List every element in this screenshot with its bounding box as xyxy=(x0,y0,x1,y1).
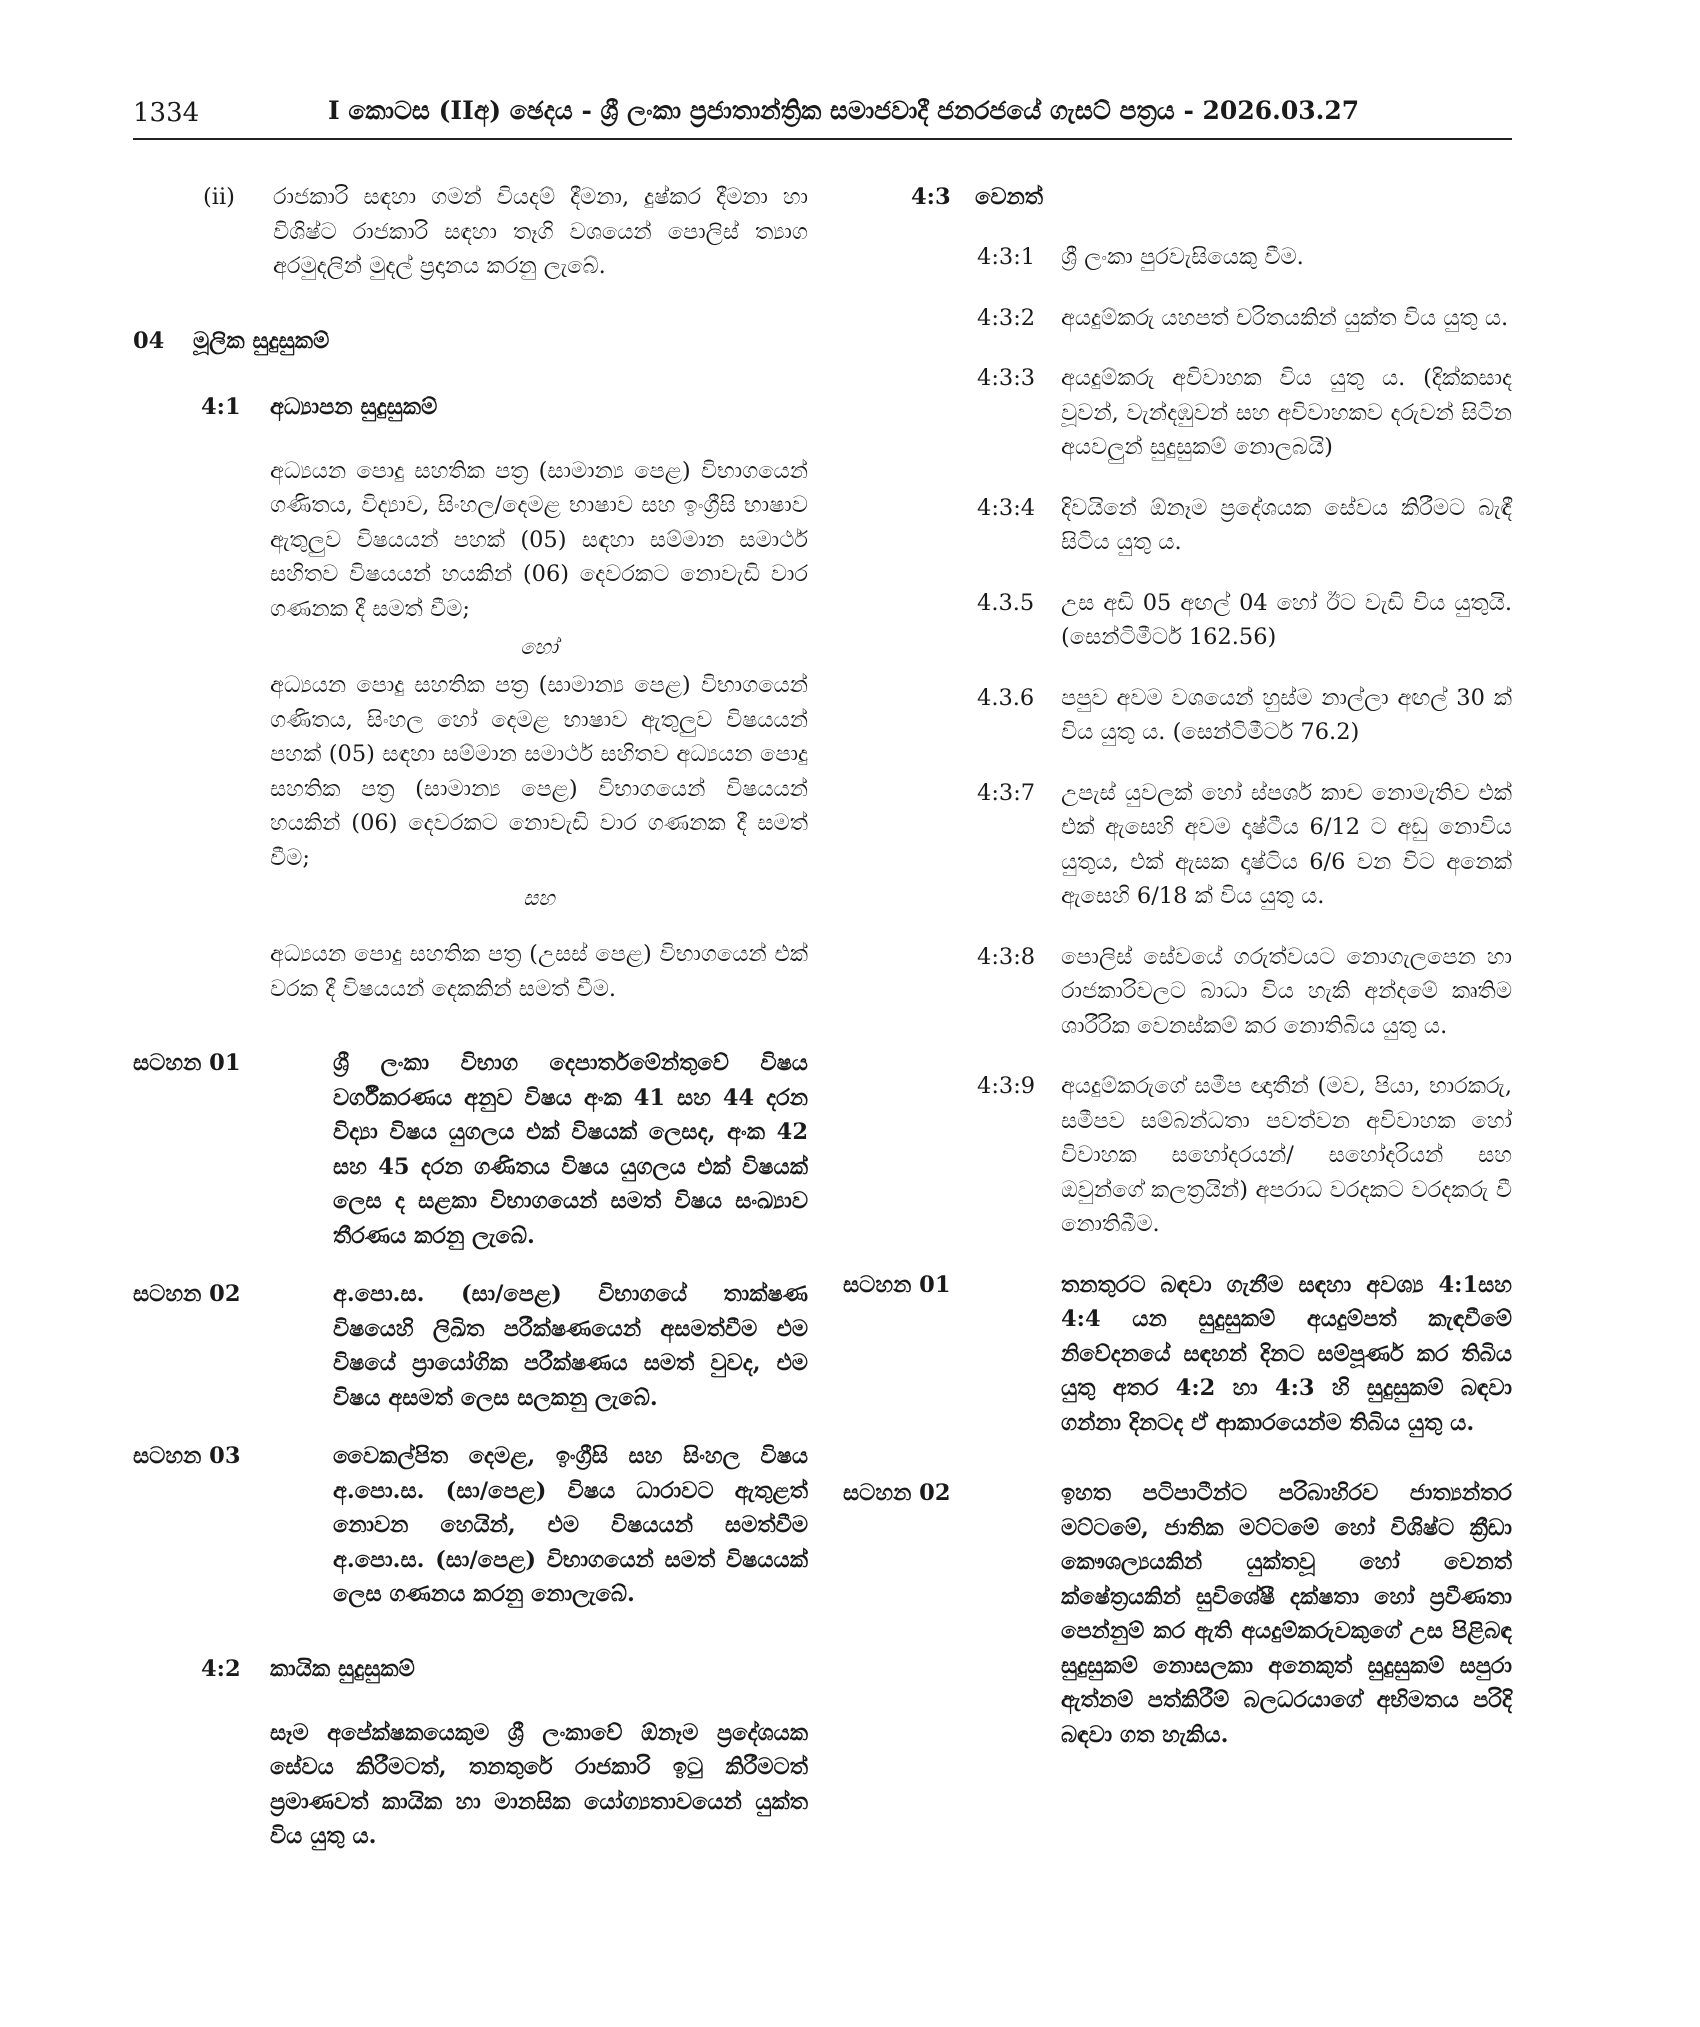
left-column xyxy=(133,180,808,1854)
section-number: 4:2 xyxy=(201,1655,241,1682)
note-item xyxy=(133,1439,808,1612)
education-paragraph: අධ්‍යයන පොදු සහතික පත්‍ර (සාමාන්‍ය පෙළ) විභාගයෙන් ගණිතය, සිංහල හෝ දෙමළ භාෂාව ඇතුලුව විෂයයන් පහක් (05) සඳහා සම්මාන සමාර්ථ සහිතව අධ්‍යයන පොදු සහතික පත්‍ර (සාමාන්‍ය පෙළ) විභාගයෙන් විෂයයන් හයකින් (06) දෙවරකට නොවැඩි වාර ගණනක දී සමත් වීම; xyxy=(270,672,808,871)
list-item xyxy=(843,940,1512,1044)
education-paragraph: අධ්‍යයන පොදු සහතික පත්‍ර (සාමාන්‍ය පෙළ) විභාගයෙන් ගණිතය, විද්‍යාව, සිංහල/දෙමළ භාෂාව සහ ඉංග්‍රීසි භාෂාව ඇතුලුව විෂයයන් පහක් (05) සඳහා සම්මාන සමාර්ථ සහිතව විෂයයන් හයකින් (06) දෙවරකට නොවැඩි වාර ගණනක දී සමත් වීම; xyxy=(270,457,808,622)
section-heading-4-2 xyxy=(133,1652,808,1688)
section-heading-4-1 xyxy=(133,390,808,426)
item-text: ශ්‍රී ලංකා පුරවැසියෙකු වීම. xyxy=(1061,244,1304,270)
page-number: 1334 xyxy=(133,98,200,128)
section-number: 04 xyxy=(133,327,165,354)
note-label: සටහන 03 xyxy=(133,1443,241,1469)
note-label: සටහන 01 xyxy=(133,1050,241,1076)
note-item xyxy=(133,1046,808,1253)
item-number: 4:3:8 xyxy=(977,943,1036,970)
list-item xyxy=(843,361,1512,465)
item-number: 4:3:1 xyxy=(977,244,1036,270)
note-label: සටහන 02 xyxy=(133,1281,241,1307)
note-text: ශ්‍රී ලංකා විභාග දෙපාර්තමේන්තුවේ විෂය වර්ගීකරණය අනුව විෂය අංක 41 සහ 44 දරන විද්‍යා විෂය යුගලය එක් විෂයක් ලෙසද, අංක 42 සහ 45 දරන ගණිතය විෂය යුගලය එක් විෂයක් ලෙස ද සළකා විභාගයෙන් සමත් විෂය සංඛ්‍යාව තීරණය කරනු ලැබේ. xyxy=(333,1050,808,1249)
item-number: 4:3:4 xyxy=(977,494,1036,521)
note-text: ඉහත පටිපාටීන්ට පරිබාහිරව ජාත්‍යන්තර මට්ටමේ, ජාතික මට්ටමේ හෝ විශිෂ්ට ක්‍රීඩා කෞශල්‍යයකින් යුක්තවූ හෝ වෙනත් ක්ෂේත්‍රයකින් සුවිශේෂී දක්ෂතා හෝ ප්‍රවීණතා පෙන්නුම් කර ඇති අයදුම්කරුවකුගේ උස පිළිබඳ සුදුසුකම් නොසලකා අනෙකුත් සුදුසුකම් සපුරා ඇත්නම් පත්කිරීම් බලධරයාගේ අභිමතය පරිදි බඳවා ගත හැකිය. xyxy=(1061,1480,1512,1748)
item-text: අයදුම්කරු අවිවාහක විය යුතු ය. (දික්කසාද වූවන්, වැන්දඹුවන් සහ අවිවාහකව දරුවන් සිටින අයවලුන් සුදුසුකම් නොලබයි) xyxy=(1061,365,1512,460)
item-label: (ii) xyxy=(203,184,235,210)
list-item xyxy=(843,681,1512,750)
item-number: 4:3:7 xyxy=(977,779,1036,806)
section-title: කායික සුදුසුකම් xyxy=(270,1655,415,1682)
section-title: වෙනත් xyxy=(975,184,1044,210)
item-text: දිවයිනේ ඕනෑම ප්‍රදේශයක සේවය කිරීමට බැඳී සිටිය යුතු ය. xyxy=(1061,494,1512,555)
list-item xyxy=(843,491,1512,560)
header-divider xyxy=(133,138,1512,140)
note-item xyxy=(133,1277,808,1415)
section-title: අධ්‍යාපන සුදුසුකම් xyxy=(270,393,438,420)
item-text: රාජකාරි සඳහා ගමන් වියදම් දීමනා, දුෂ්කර දීමනා හා විශිෂ්ට රාජකාරි සඳහා තෑගි වශයෙන් පොලිස් ත්‍යාග අරමුදලින් මුදල් ප්‍රදානය කරනු ලැබේ. xyxy=(273,184,808,279)
right-column xyxy=(843,180,1512,1752)
or-separator: හෝ xyxy=(520,635,558,659)
item-text: අයදුම්කරුගේ සමීප ඥාතීන් (මව, පියා, භාරකරු, සමීපව සම්බන්ධතා පවත්වන අවිවාහක හෝ විවාහක සහෝදරයන්/ සහෝදරියන් සහ ඔවුන්ගේ කලත්‍රයින්) අපරාධ වරදකට වරදකරු වී නොතිබීම. xyxy=(1061,1073,1512,1237)
list-item xyxy=(843,776,1512,914)
item-number: 4.3.6 xyxy=(977,684,1035,711)
item-number: 4:3:3 xyxy=(977,365,1036,391)
note-label: සටහන 01 xyxy=(843,1271,951,1298)
section-heading-04 xyxy=(133,324,808,360)
section-title: මූලික සුදුසුකම් xyxy=(193,327,330,354)
section-number: 4:1 xyxy=(201,393,241,420)
note-label: සටහන 02 xyxy=(843,1480,951,1506)
note-text: තනතුරට බඳවා ගැනීම සඳහා අවශ්‍ය 4:1සහ 4:4 යන සුදුසුකම් අයදුම්පත් කැඳවීමේ නිවේදනයේ සඳහන් දිනට සම්පූර්ණ කර තිබිය යුතු අතර 4:2 හා 4:3 හි සුදුසුකම් බඳවා ගන්නා දිනටද ඒ ආකාරයෙන්ම තිබිය යුතු ය. xyxy=(1061,1271,1512,1436)
item-number: 4.3.5 xyxy=(977,589,1035,616)
list-item xyxy=(843,240,1512,275)
note-text: අ.පො.ස. (සා/පෙළ) විභාගයේ තාක්ෂණ විෂයෙහි ලිඛිත පරීක්ෂණයෙන් අසමත්වීම එම විෂයේ ප්‍රායෝගික පරීක්ෂණය සමත් වුවද, එම විෂය අසමත් ලෙස සලකනු ලැබේ. xyxy=(333,1281,808,1411)
item-text: අයදුම්කරු යහපත් චරිතයකින් යුක්ත විය යුතු ය. xyxy=(1061,304,1509,331)
list-item xyxy=(843,586,1512,655)
item-number: 4:3:2 xyxy=(977,304,1036,331)
item-text: පොලිස් සේවයේ ගරුත්වයට නොගැලපෙන හා රාජකාරිවලට බාධා විය හැකි අන්දමේ කෘතිම ශාරීරික වෙනස්කම් කර නොතිබිය යුතු ය. xyxy=(1061,943,1512,1039)
item-text: උපැස් යුවලක් හෝ ස්පර්ශ කාච නොමැතිව එක් එක් ඇසෙහි අවම දෘෂ්ටීය 6/12 ට අඩු නොවිය යුතුය, එක් ඇසක දෘෂ්ටිය 6/6 වන විට අනෙක් ඇසෙහි 6/18 ක් විය යුතු ය. xyxy=(1061,779,1512,909)
item-number: 4:3:9 xyxy=(977,1073,1036,1099)
list-item xyxy=(843,1069,1512,1242)
item-text: පපුව අවම වශයෙන් හුස්ම නාල්ලා අඟල් 30 ක් විය යුතු ය. (සෙන්ටිමීටර් 76.2) xyxy=(1061,684,1512,745)
and-separator: සහ xyxy=(523,886,555,910)
page-header xyxy=(133,96,1512,136)
education-paragraph: අධ්‍යයන පොදු සහතික පත්‍ර (උසස් පෙළ) විභාගයෙන් එක් වරක දී විෂයයන් දෙකකින් සමත් වීම. xyxy=(270,941,808,1002)
note-item xyxy=(843,1268,1512,1441)
list-item xyxy=(203,180,808,284)
section-number: 4:3 xyxy=(911,184,951,210)
header-title: I කොටස (IIඅ) ඡෙදය - ශ්‍රී ලංකා ප්‍රජාතාන්ත්‍රික සමාජවාදී ජනරජයේ ගැසට් පත්‍රය - 2026.03.27 xyxy=(328,96,1360,125)
physical-paragraph: සෑම අපේක්ෂකයෙකුම ශ්‍රී ලංකාවේ ඕනෑම ප්‍රදේශයක සේවය කිරීමටත්, තනතුරේ රාජකාරි ඉටු කිරීමටත් ප්‍රමාණවත් කායික හා මානසික යෝග්‍යතාවයෙන් යුක්ත විය යුතු ය. xyxy=(270,1719,808,1849)
item-text: උස අඩි 05 අඟල් 04 හෝ ඊට වැඩි විය යුතුයි. (සෙන්ටිමීටර් 162.56) xyxy=(1061,589,1512,650)
list-item xyxy=(843,301,1512,336)
note-text: වෛකල්පිත දෙමළ, ඉංග්‍රීසි සහ සිංහල විෂය අ.පො.ස. (සා/පෙළ) විෂය ධාරාවට ඇතුළත් නොවන හෙයින්, එම විෂයයන් සමත්වීම අ.පො.ස. (සා/පෙළ) විභාගයෙන් සමත් විෂයයක් ලෙස ගණනය කරනු නොලැබේ. xyxy=(333,1443,808,1607)
section-heading-4-3 xyxy=(843,180,1512,216)
note-item xyxy=(843,1476,1512,1752)
